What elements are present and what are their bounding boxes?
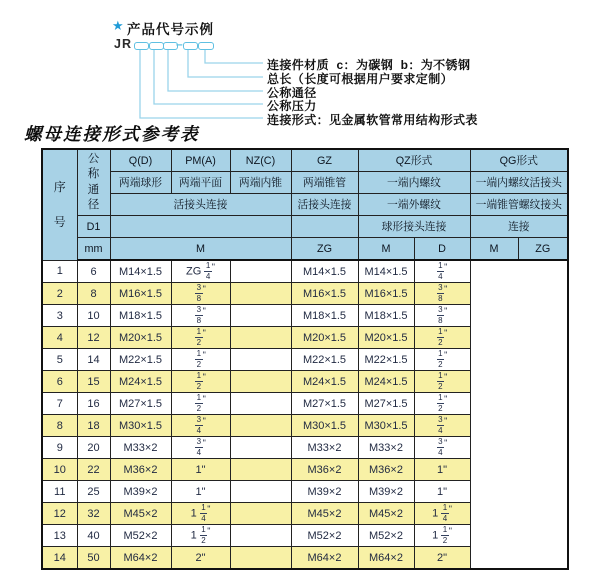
cell-qg-zg: $\frac{1}{4}$ " — [414, 260, 470, 283]
cell-qz-m — [230, 459, 291, 481]
header-d-b: D — [414, 238, 470, 261]
cell-union-m: M27×1.5 — [110, 393, 171, 415]
cell-qg-zg: $\frac{1}{2}$ " — [414, 327, 470, 349]
cell-gz-zg: $\frac{1}{2}$ " — [171, 327, 230, 349]
fraction-value: $\frac{1}{2}$ — [438, 393, 443, 413]
cell-qg-zg: $\frac{1}{2}$ " — [414, 393, 470, 415]
fraction-value: $\frac{1}{2}$ — [438, 371, 443, 391]
cell-qg-zg: $\frac{3}{8}$ " — [414, 305, 470, 327]
header-q: Q(D) — [110, 149, 171, 172]
header-empty-gz — [291, 216, 358, 238]
cell-union-m: M18×1.5 — [110, 305, 171, 327]
cell-seq: 8 — [42, 415, 77, 437]
cell-qg-zg: $\frac{3}{4}$ " — [414, 437, 470, 459]
label-material: 连接件材质 c：为碳钢 b：为不锈钢 — [267, 58, 471, 72]
cell-qz-d: M18×1.5 — [291, 305, 358, 327]
cell-seq: 1 — [42, 260, 77, 283]
table-row — [42, 283, 568, 305]
cell-qz-d: M30×1.5 — [291, 415, 358, 437]
cell-qz-d: M27×1.5 — [291, 393, 358, 415]
cell-seq: 13 — [42, 525, 77, 547]
header-q-desc: 两端球形 — [110, 172, 171, 194]
table-row — [42, 525, 568, 547]
cell-dn-mm: 10 — [77, 305, 110, 327]
cell-qz-m — [230, 481, 291, 503]
label-nominal-diameter: 公称通径 — [267, 86, 317, 100]
cell-union-m: M52×2 — [110, 525, 171, 547]
cell-gz-zg: $\frac{3}{4}$ " — [171, 415, 230, 437]
header-m-c: M — [470, 238, 518, 261]
cell-gz-zg: ZG $\frac{1}{4}$ " — [171, 260, 230, 283]
cell-qz-m — [230, 283, 291, 305]
cell-qg-m: M18×1.5 — [358, 305, 414, 327]
cell-seq: 2 — [42, 283, 77, 305]
fraction-value: $\frac{1}{2}$ — [196, 327, 202, 347]
code-box-4 — [183, 42, 198, 50]
cell-qg-m: M39×2 — [358, 481, 414, 503]
header-qg-desc2: 一端锥管螺纹接头 — [470, 194, 568, 216]
fraction-value: $\frac{3}{8}$ — [438, 305, 443, 325]
table-title: 螺母连接形式参考表 — [24, 124, 200, 144]
header-qg-connection: 连接 — [470, 216, 568, 238]
fraction-value: $\frac{3}{4}$ — [438, 415, 443, 435]
table-row — [42, 327, 568, 349]
cell-qz-m — [230, 525, 291, 547]
fraction-value: $\frac{1}{4}$ — [438, 261, 443, 281]
cell-gz-zg: 1 $\frac{1}{4}$ " — [171, 503, 230, 525]
cell-dn-mm: 50 — [77, 547, 110, 570]
table-row — [42, 459, 568, 481]
table-row — [42, 503, 568, 525]
cell-seq: 4 — [42, 327, 77, 349]
cell-qg-m: M64×2 — [358, 547, 414, 570]
cell-dn-mm: 6 — [77, 260, 110, 283]
cell-dn-mm: 20 — [77, 437, 110, 459]
cell-dn-mm: 32 — [77, 503, 110, 525]
cell-qz-m — [230, 327, 291, 349]
header-gz-union: 活接头连接 — [291, 194, 358, 216]
fraction-value: $\frac{1}{4}$ — [205, 261, 211, 281]
diagram-title: 产品代号示例 — [127, 22, 214, 37]
fraction-value: $\frac{1}{2}$ — [438, 327, 443, 347]
header-qg: QG形式 — [470, 149, 568, 172]
star-icon: ★ — [112, 18, 124, 33]
cell-qz-d: M24×1.5 — [291, 371, 358, 393]
cell-qz-d: M16×1.5 — [291, 283, 358, 305]
label-nominal-pressure: 公称压力 — [267, 99, 317, 113]
cell-gz-zg: 1" — [171, 459, 230, 481]
cell-union-m: M30×1.5 — [110, 415, 171, 437]
cell-gz-zg: $\frac{3}{8}$ " — [171, 283, 230, 305]
table-row — [42, 415, 568, 437]
cell-qz-d: M52×2 — [291, 525, 358, 547]
cell-union-m: M64×2 — [110, 547, 171, 570]
cell-qg-m: M33×2 — [358, 437, 414, 459]
cell-qg-m: M27×1.5 — [358, 393, 414, 415]
fraction-value: $\frac{3}{8}$ — [196, 283, 202, 303]
fraction-value: $\frac{3}{8}$ — [438, 283, 443, 303]
cell-dn-mm: 25 — [77, 481, 110, 503]
header-qz-connection: 球形接头连接 — [358, 216, 470, 238]
cell-qz-d: M14×1.5 — [291, 260, 358, 283]
fraction-value: $\frac{1}{2}$ — [201, 525, 206, 545]
header-union-joint: 活接头连接 — [110, 194, 291, 216]
label-connection-form: 连接形式：见金属软管常用结构形式表 — [267, 113, 478, 127]
fraction-value: $\frac{1}{2}$ — [196, 349, 202, 369]
cell-qg-zg: $\frac{3}{8}$ " — [414, 283, 470, 305]
cell-qg-m: M30×1.5 — [358, 415, 414, 437]
fraction-value: $\frac{3}{4}$ — [438, 437, 443, 457]
fraction-value: $\frac{1}{2}$ — [438, 349, 443, 369]
cell-dn-mm: 14 — [77, 349, 110, 371]
cell-gz-zg: $\frac{1}{2}$ " — [171, 371, 230, 393]
fraction-value: $\frac{1}{2}$ — [196, 371, 202, 391]
cell-seq: 9 — [42, 437, 77, 459]
cell-qz-d: M45×2 — [291, 503, 358, 525]
table-row — [42, 305, 568, 327]
table-row — [42, 547, 568, 570]
cell-union-m: M22×1.5 — [110, 349, 171, 371]
cell-qz-m — [230, 547, 291, 570]
cell-dn-mm: 22 — [77, 459, 110, 481]
cell-seq: 11 — [42, 481, 77, 503]
header-pm: PM(A) — [171, 149, 230, 172]
cell-dn-mm: 8 — [77, 283, 110, 305]
header-zg-a: ZG — [291, 238, 358, 261]
cell-gz-zg: $\frac{3}{4}$ " — [171, 437, 230, 459]
header-pm-desc: 两端平面 — [171, 172, 230, 194]
header-m-b: M — [358, 238, 414, 261]
cell-seq: 14 — [42, 547, 77, 570]
cell-gz-zg: 1 $\frac{1}{2}$ " — [171, 525, 230, 547]
header-nz-desc: 两端内锥 — [230, 172, 291, 194]
table-row — [42, 260, 568, 283]
cell-gz-zg: 2" — [171, 547, 230, 570]
cell-seq: 10 — [42, 459, 77, 481]
cell-qg-m: M24×1.5 — [358, 371, 414, 393]
table-row — [42, 349, 568, 371]
table-row — [42, 393, 568, 415]
cell-qg-zg: 1 $\frac{1}{2}$ " — [414, 525, 470, 547]
header-m-a: M — [110, 238, 291, 261]
cell-qg-zg: 1" — [414, 459, 470, 481]
header-qg-desc1: 一端内螺纹活接头 — [470, 172, 568, 194]
cell-qz-d: M36×2 — [291, 459, 358, 481]
cell-qz-m — [230, 349, 291, 371]
code-prefix: JR — [114, 37, 132, 51]
header-nz: NZ(C) — [230, 149, 291, 172]
cell-qg-m: M36×2 — [358, 459, 414, 481]
fraction-value: $\frac{3}{4}$ — [196, 415, 202, 435]
header-mm: mm — [77, 238, 110, 261]
cell-seq: 6 — [42, 371, 77, 393]
cell-qz-d: M33×2 — [291, 437, 358, 459]
cell-qg-zg: $\frac{1}{2}$ " — [414, 371, 470, 393]
cell-dn-mm: 15 — [77, 371, 110, 393]
code-dash: – — [176, 37, 183, 51]
code-box-1 — [134, 42, 149, 50]
fraction-value: $\frac{1}{4}$ — [201, 503, 206, 523]
header-d1: D1 — [77, 216, 110, 238]
cell-dn-mm: 12 — [77, 327, 110, 349]
cell-qg-zg: $\frac{1}{2}$ " — [414, 349, 470, 371]
cell-union-m: M45×2 — [110, 503, 171, 525]
cell-qg-zg: $\frac{3}{4}$ " — [414, 415, 470, 437]
header-gz: GZ — [291, 149, 358, 172]
header-gz-desc: 两端锥管 — [291, 172, 358, 194]
fraction-value: $\frac{1}{4}$ — [442, 503, 448, 523]
code-box-2 — [149, 42, 164, 50]
table-header — [42, 149, 568, 260]
header-zg-c: ZG — [518, 238, 568, 261]
cell-qg-m: M52×2 — [358, 525, 414, 547]
cell-qg-m: M16×1.5 — [358, 283, 414, 305]
cell-qg-zg: 2" — [414, 547, 470, 570]
cell-gz-zg: $\frac{1}{2}$ " — [171, 393, 230, 415]
cell-union-m: M20×1.5 — [110, 327, 171, 349]
cell-seq: 12 — [42, 503, 77, 525]
cell-qz-d: M64×2 — [291, 547, 358, 570]
table-row — [42, 437, 568, 459]
fraction-value: $\frac{3}{4}$ — [196, 437, 202, 457]
table-row — [42, 371, 568, 393]
header-nominal-diameter: 公称通径 — [77, 149, 110, 216]
cell-gz-zg: $\frac{1}{2}$ " — [171, 349, 230, 371]
table-row — [42, 481, 568, 503]
cell-qg-m: M45×2 — [358, 503, 414, 525]
cell-union-m: M39×2 — [110, 481, 171, 503]
cell-qz-d: M22×1.5 — [291, 349, 358, 371]
cell-qg-m: M14×1.5 — [358, 260, 414, 283]
header-seq: 序号 — [42, 149, 77, 260]
cell-qz-m — [230, 415, 291, 437]
cell-union-m: M24×1.5 — [110, 371, 171, 393]
header-qz: QZ形式 — [358, 149, 470, 172]
cell-union-m: M14×1.5 — [110, 260, 171, 283]
cell-qz-m — [230, 437, 291, 459]
cell-seq: 5 — [42, 349, 77, 371]
cell-qz-m — [230, 393, 291, 415]
cell-qz-m — [230, 503, 291, 525]
cell-qz-m — [230, 305, 291, 327]
table-body — [42, 260, 568, 569]
cell-union-m: M33×2 — [110, 437, 171, 459]
cell-union-m: M16×1.5 — [110, 283, 171, 305]
cell-qz-m — [230, 260, 291, 283]
cell-dn-mm: 18 — [77, 415, 110, 437]
code-box-5 — [198, 42, 214, 50]
cell-qz-d: M20×1.5 — [291, 327, 358, 349]
cell-gz-zg: 1" — [171, 481, 230, 503]
cell-qz-m — [230, 371, 291, 393]
cell-qg-zg: 1" — [414, 481, 470, 503]
cell-qg-zg: 1 $\frac{1}{4}$ " — [414, 503, 470, 525]
header-qz-desc1: 一端内螺纹 — [358, 172, 470, 194]
cell-qg-m: M22×1.5 — [358, 349, 414, 371]
header-empty-left — [110, 216, 291, 238]
label-total-length: 总长（长度可根据用户要求定制） — [267, 72, 454, 86]
nut-connection-reference-table — [41, 148, 569, 570]
cell-seq: 3 — [42, 305, 77, 327]
fraction-value: $\frac{3}{8}$ — [196, 305, 202, 325]
cell-union-m: M36×2 — [110, 459, 171, 481]
fraction-value: $\frac{1}{2}$ — [196, 393, 202, 413]
cell-qg-m: M20×1.5 — [358, 327, 414, 349]
cell-dn-mm: 40 — [77, 525, 110, 547]
cell-qz-d: M39×2 — [291, 481, 358, 503]
cell-gz-zg: $\frac{3}{8}$ " — [171, 305, 230, 327]
fraction-value: $\frac{1}{2}$ — [442, 525, 448, 545]
cell-seq: 7 — [42, 393, 77, 415]
header-qz-desc2: 一端外螺纹 — [358, 194, 470, 216]
cell-dn-mm: 16 — [77, 393, 110, 415]
